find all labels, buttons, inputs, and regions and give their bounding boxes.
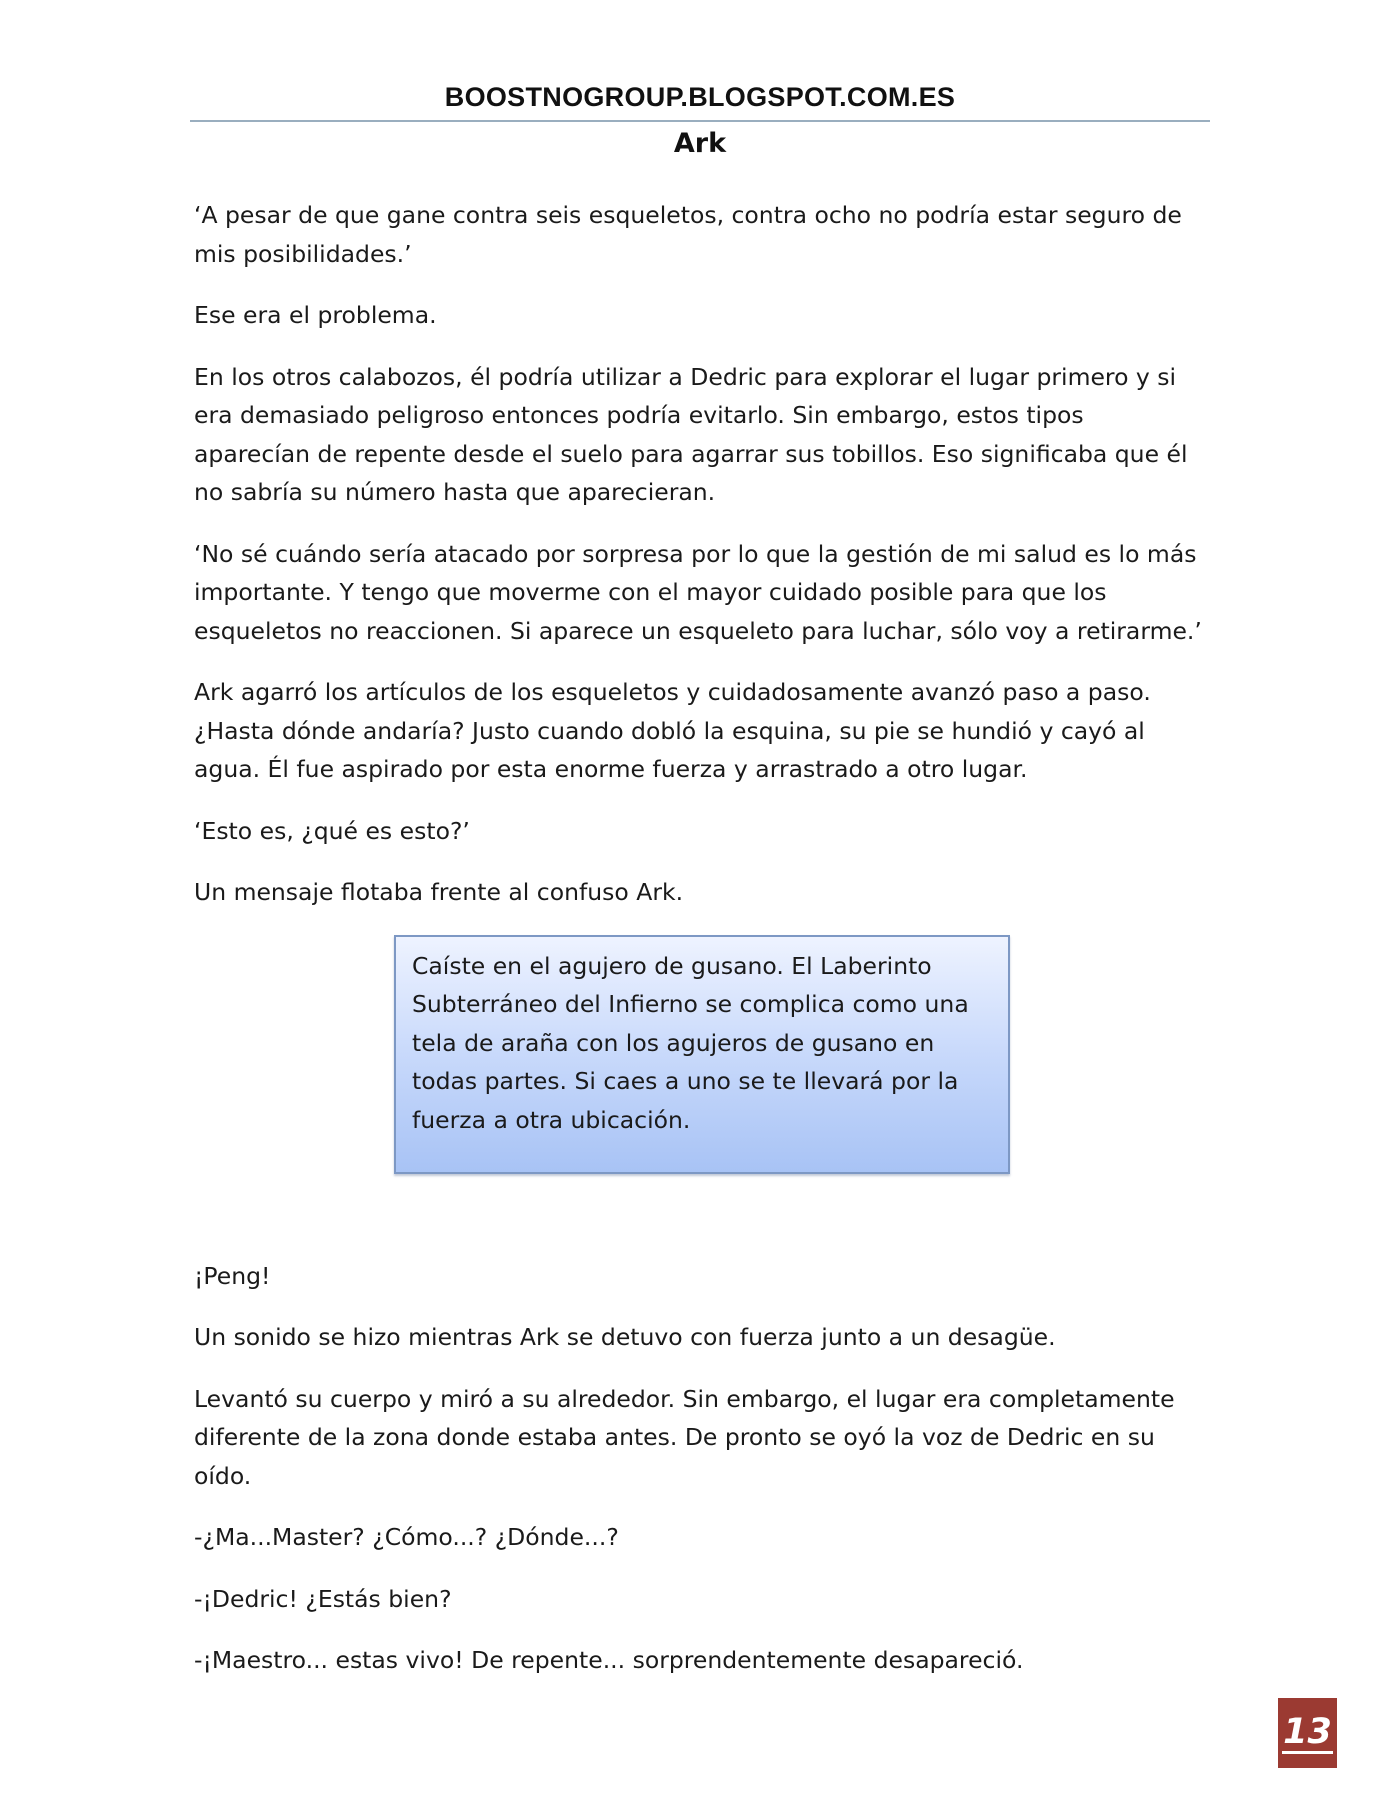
site-header: BOOSTNOGROUP.BLOGSPOT.COM.ES xyxy=(444,82,956,112)
paragraph: -¡Maestro... estas vivo! De repente... sorprendentemente desapareció. xyxy=(194,1646,1024,1674)
paragraph: Ese era el problema. xyxy=(194,301,437,329)
paragraph: Ark agarró los artículos de los esqueletos y cuidadosamente avanzó paso a paso. ¿Hasta dónde andaría? Justo cuando dobló la esquina, su pie se hundió y cayó al agua. Él fue aspirado por esta enorme fuerza y arrastrado a otro lugar. xyxy=(194,678,1151,783)
page-number-badge xyxy=(1278,1698,1337,1768)
document-title: Ark xyxy=(673,128,727,159)
paragraph: En los otros calabozos, él podría utilizar a Dedric para explorar el lugar primero y si era demasiado peligroso entonces podría evitarlo. Sin embargo, estos tipos aparecían de repente desde el suelo para agarrar sus tobillos. Eso significaba que él no sabría su número hasta que aparecieran. xyxy=(194,362,1188,506)
paragraph: -¿Ma...Master? ¿Cómo...? ¿Dónde...? xyxy=(194,1523,619,1551)
paragraph: Levantó su cuerpo y miró a su alrededor. Sin embargo, el lugar era completamente diferente de la zona donde estaba antes. De pronto se oyó la voz de Dedric en su oído. xyxy=(194,1384,1175,1490)
paragraph: ¡Peng! xyxy=(194,1261,271,1290)
paragraph: ‘No sé cuándo sería atacado por sorpresa por lo que la gestión de mi salud es lo más importante. Y tengo que moverme con el mayor cuidado posible para que los esqueletos no reaccionen. Si aparece un esqueleto para luchar, sólo voy a retirarme.’ xyxy=(194,539,1202,645)
message-box-container xyxy=(194,935,1204,1257)
body-text xyxy=(194,196,1204,1703)
header-rule xyxy=(190,120,1210,122)
page-number: 13 xyxy=(1283,1711,1332,1752)
paragraph: ‘Esto es, ¿qué es esto?’ xyxy=(194,816,470,845)
paragraph: Un mensaje flotaba frente al confuso Ark. xyxy=(194,878,684,906)
paragraph: Un sonido se hizo mientras Ark se detuvo con fuerza junto a un desagüe. xyxy=(194,1323,1056,1351)
paragraph: -¡Dedric! ¿Estás bien? xyxy=(194,1584,452,1613)
game-message-box: Caíste en el agujero de gusano. El Laberinto Subterráneo del Infierno se complica como una tela de araña con los agujeros de gusano en todas partes. Si caes a uno se te llevará por la fuerza a otra ubicación. xyxy=(394,935,1010,1174)
paragraph: ‘A pesar de que gane contra seis esqueletos, contra ocho no podría estar seguro de mis posibilidades.’ xyxy=(194,201,1182,268)
